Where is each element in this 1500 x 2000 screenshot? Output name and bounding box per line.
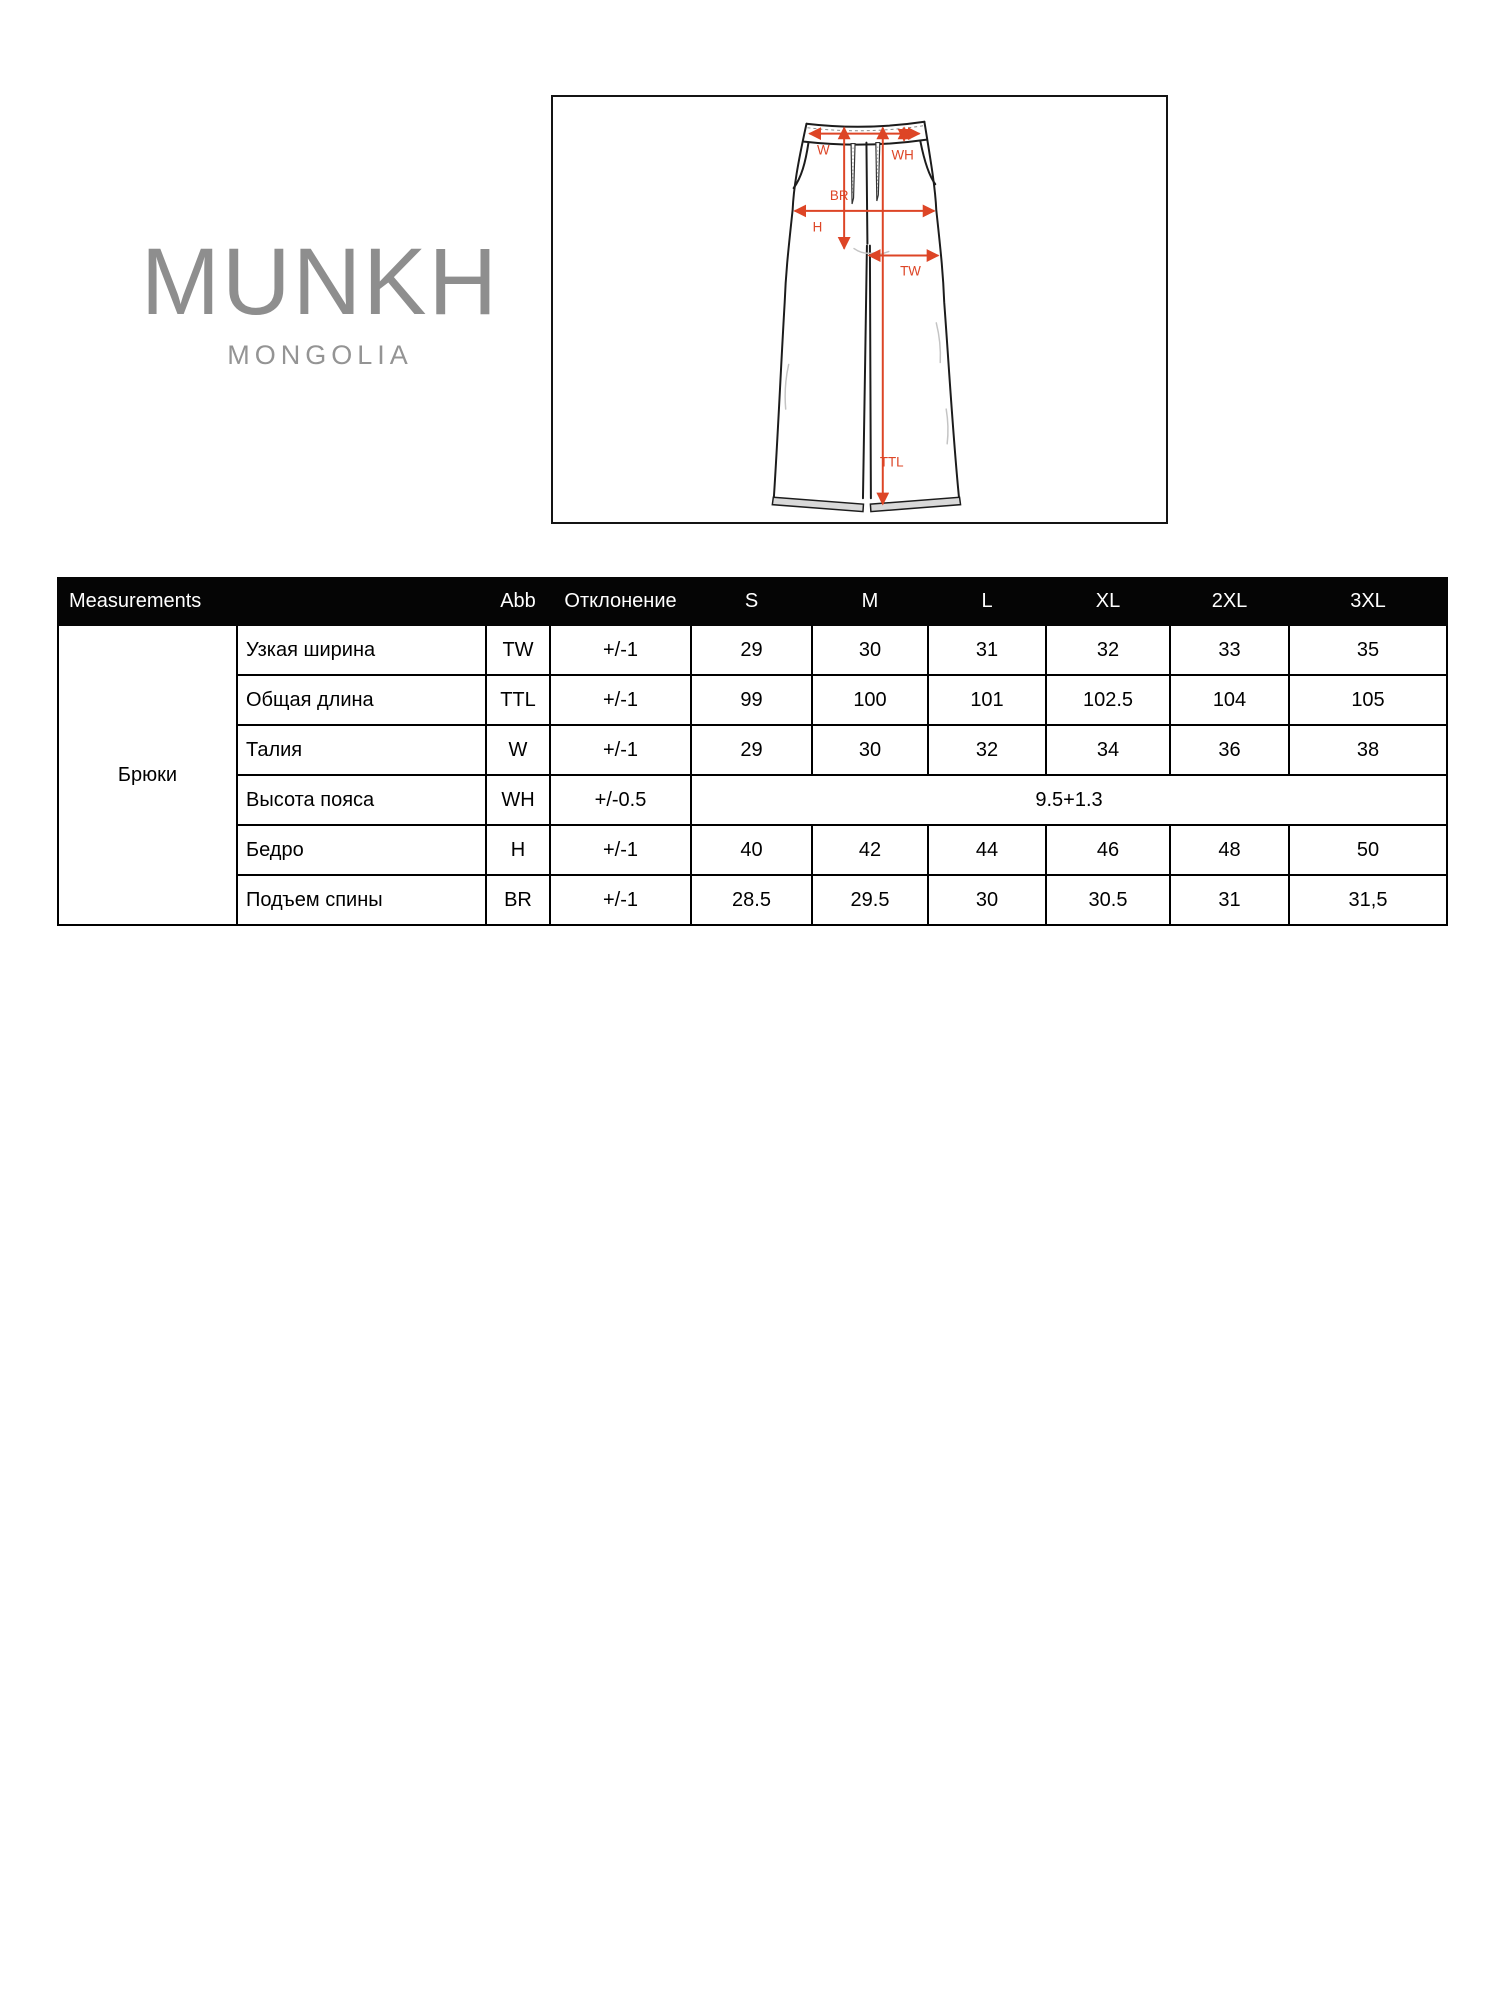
ttl-label: TTL — [879, 454, 904, 470]
wh-label: WH — [891, 147, 914, 163]
value-cell: 42 — [812, 825, 928, 875]
table-row — [58, 675, 1447, 725]
category-cell: Брюки — [58, 625, 237, 925]
right-inseam — [870, 246, 871, 499]
header-measurements: Measurements — [58, 578, 486, 625]
deviation-cell: +/-1 — [550, 825, 691, 875]
value-cell: 36 — [1170, 725, 1289, 775]
merged-value-cell: 9.5+1.3 — [691, 775, 1447, 825]
hem-bands — [772, 497, 960, 511]
deviation-cell: +/-1 — [550, 725, 691, 775]
value-cell: 31 — [928, 625, 1046, 675]
left-side-seam — [774, 124, 807, 498]
value-cell: 101 — [928, 675, 1046, 725]
value-cell: 102.5 — [1046, 675, 1170, 725]
table-header-row — [58, 578, 1447, 625]
row-label: Талия — [237, 725, 486, 775]
value-cell: 35 — [1289, 625, 1447, 675]
value-cell: 31,5 — [1289, 875, 1447, 925]
abb-cell: BR — [486, 875, 550, 925]
value-cell: 34 — [1046, 725, 1170, 775]
br-label: BR — [829, 188, 849, 204]
brand-name: MUNKH — [140, 229, 500, 335]
table-row — [58, 625, 1447, 675]
pants-diagram-box — [551, 95, 1168, 524]
abb-cell: TW — [486, 625, 550, 675]
value-cell: 32 — [928, 725, 1046, 775]
table-row — [58, 775, 1447, 825]
right-hem — [870, 497, 960, 511]
deviation-cell: +/-1 — [550, 625, 691, 675]
brand-logo — [95, 229, 545, 371]
header-size-2xl: 2XL — [1170, 578, 1289, 625]
abb-cell: W — [486, 725, 550, 775]
value-cell: 29 — [691, 725, 812, 775]
value-cell: 30 — [812, 625, 928, 675]
left-hem — [772, 497, 863, 511]
deviation-cell: +/-1 — [550, 875, 691, 925]
pants-sketch — [774, 122, 959, 498]
measurements-table — [57, 577, 1448, 926]
deviation-cell: +/-1 — [550, 675, 691, 725]
abb-cell: WH — [486, 775, 550, 825]
row-label: Общая длина — [237, 675, 486, 725]
value-cell: 40 — [691, 825, 812, 875]
value-cell: 38 — [1289, 725, 1447, 775]
value-cell: 105 — [1289, 675, 1447, 725]
table-row — [58, 825, 1447, 875]
value-cell: 44 — [928, 825, 1046, 875]
right-side-seam — [924, 122, 959, 498]
value-cell: 30.5 — [1046, 875, 1170, 925]
center-front-seam — [866, 143, 867, 244]
tw-label: TW — [900, 263, 921, 279]
value-cell: 31 — [1170, 875, 1289, 925]
value-cell: 50 — [1289, 825, 1447, 875]
abb-cell: H — [486, 825, 550, 875]
pants-diagram — [553, 97, 1166, 522]
waistband-top — [806, 122, 924, 127]
value-cell: 33 — [1170, 625, 1289, 675]
value-cell: 32 — [1046, 625, 1170, 675]
row-label: Узкая ширина — [237, 625, 486, 675]
value-cell: 30 — [928, 875, 1046, 925]
value-cell: 28.5 — [691, 875, 812, 925]
value-cell: 100 — [812, 675, 928, 725]
value-cell: 46 — [1046, 825, 1170, 875]
row-label: Бедро — [237, 825, 486, 875]
drawstrings — [851, 143, 880, 204]
header-size-3xl: 3XL — [1289, 578, 1447, 625]
abb-cell: TTL — [486, 675, 550, 725]
value-cell: 29 — [691, 625, 812, 675]
value-cell: 104 — [1170, 675, 1289, 725]
value-cell: 48 — [1170, 825, 1289, 875]
value-cell: 30 — [812, 725, 928, 775]
header-deviation: Отклонение — [550, 578, 691, 625]
table-row — [58, 875, 1447, 925]
table-row — [58, 725, 1447, 775]
h-label: H — [812, 219, 823, 235]
header-abb: Abb — [486, 578, 550, 625]
left-inseam — [863, 246, 867, 499]
deviation-cell: +/-0.5 — [550, 775, 691, 825]
row-label: Высота пояса — [237, 775, 486, 825]
header-size-xl: XL — [1046, 578, 1170, 625]
header-size-l: L — [928, 578, 1046, 625]
header-size-s: S — [691, 578, 812, 625]
row-label: Подъем спины — [237, 875, 486, 925]
header-size-m: M — [812, 578, 928, 625]
value-cell: 29.5 — [812, 875, 928, 925]
brand-subtitle: MONGOLIA — [227, 340, 413, 370]
w-label: W — [817, 142, 830, 158]
value-cell: 99 — [691, 675, 812, 725]
